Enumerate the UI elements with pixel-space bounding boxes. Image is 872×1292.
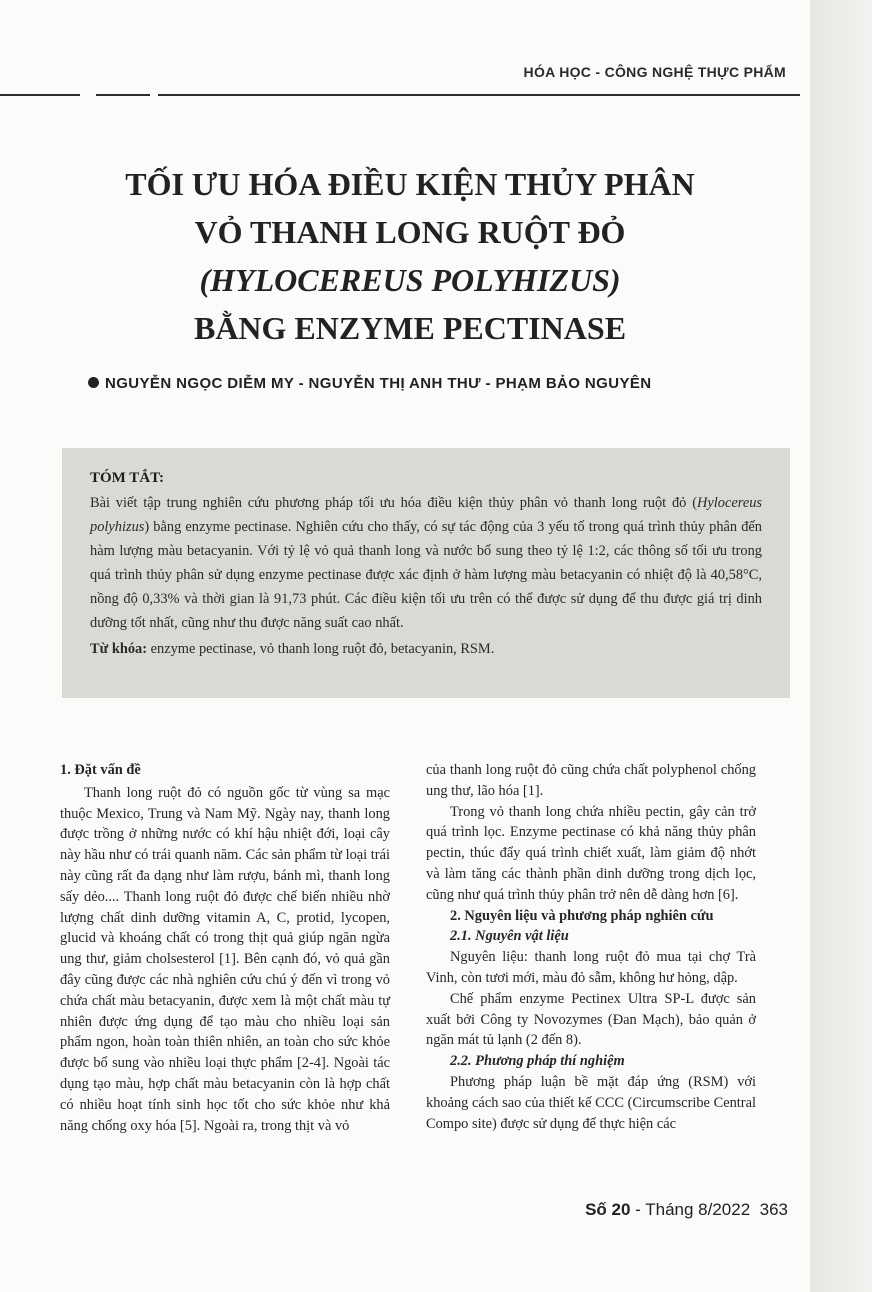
paragraph: Nguyên liệu: thanh long ruột đỏ mua tại chợ Trà Vinh, còn tươi mới, màu đỏ sẫm, không hư hỏng, dập. xyxy=(426,949,756,986)
paragraph: Chế phẩm enzyme Pectinex Ultra SP-L được sản xuất bởi Công ty Novozymes (Đan Mạch), bảo quản ở ngăn mát tủ lạnh (2 đến 8). xyxy=(426,990,756,1049)
abstract-box xyxy=(62,448,790,698)
authors-text: NGUYỄN NGỌC DIỄM MY - NGUYỄN THỊ ANH THƯ - PHẠM BẢO NGUYÊN xyxy=(105,375,652,392)
paragraph: Thanh long ruột đỏ có nguồn gốc từ vùng sa mạc thuộc Mexico, Trung và Nam Mỹ. Ngày nay, thanh long được trồng ở những nước có khí hậu nhiệt đới, loại cây này hầu như có trái quanh năm. Các sản phẩm từ loại trái này cũng rất đa dạng như làm rượu, bánh mì, thanh long sấy dẻo.... Thanh long ruột đỏ được chế biến nhiều nhờ lượng chất dinh dưỡng vitamin A, C, protid, lycopen, glucid và khoáng chất có trong thịt quả giúp ngăn ngừa ung thư, giảm cholsesterol [1]. Bên cạnh đó, vỏ quả gần đây cũng được các nhà nghiên cứu chú ý đến vì trong vỏ chứa chất màu betacyanin, được xem là một chất màu tự nhiên được ứng dụng để tạo màu cho nhiều loại sản phẩm ngon, hoàn toàn thiên nhiên, an toàn cho sức khỏe được bổ sung vào nhiều loại thực phẩm [2-4]. Ngoài tác dụng tạo màu, hợp chất màu betacyanin còn là hợp chất có nhiều hoạt tính sinh học tốt cho sức khỏe như khả năng chống oxy hóa [5]. Ngoài ra, trong thịt và vỏ xyxy=(60,784,390,1134)
issue-number: Số 20 xyxy=(585,1200,631,1219)
abstract-text xyxy=(90,491,762,635)
header-rule-gap xyxy=(150,93,158,97)
keywords-label: Từ khóa: xyxy=(90,641,148,657)
page-footer xyxy=(585,1200,788,1220)
author-list xyxy=(88,375,788,392)
header-rule xyxy=(0,94,800,96)
abstract-heading: TÓM TẮT: xyxy=(90,470,165,486)
subsection-heading: 2.1. Nguyên vật liệu xyxy=(450,928,569,945)
paragraph: Trong vỏ thanh long chứa nhiều pectin, gây cản trở quá trình lọc. Enzyme pectinase có khả năng thủy phân pectin, thúc đẩy quá trình chiết xuất, làm giảm độ nhớt và làm tăng các thành phần dinh dưỡng trong dịch lọc, cũng như quá trình thủy phân trở nên dễ dàng hơn [6]. xyxy=(426,803,756,903)
article-title xyxy=(60,160,760,352)
section-heading: 2. Nguyên liệu và phương pháp nghiên cứu xyxy=(450,907,714,924)
body-column-right xyxy=(426,760,756,1134)
abstract-scientific-name: Hylocereus polyhizus xyxy=(90,495,762,535)
paragraph: của thanh long ruột đỏ cũng chứa chất polyphenol chống ung thư, lão hóa [1]. xyxy=(426,762,756,799)
issue-month: Tháng 8/2022 xyxy=(645,1200,751,1219)
title-line: BẰNG ENZYME PECTINASE xyxy=(193,310,627,346)
abstract-text-part: Bài viết tập trung nghiên cứu phương pháp tối ưu hóa điều kiện thủy phân vỏ thanh long ruột đỏ ( xyxy=(90,495,697,511)
keywords xyxy=(90,637,762,661)
title-line-scientific-name: (HYLOCEREUS POLYHIZUS) xyxy=(199,262,621,298)
bullet-icon xyxy=(88,377,99,388)
body-column-left xyxy=(60,760,390,1136)
page-number: 363 xyxy=(759,1200,788,1219)
paragraph: Phương pháp luận bề mặt đáp ứng (RSM) với khoảng cách sao của thiết kế CCC (Circumscribe Central Compo site) được sử dụng để thực hiện các xyxy=(426,1073,756,1132)
subsection-heading: 2.2. Phương pháp thí nghiệm xyxy=(450,1053,625,1070)
abstract-text-part: ) bằng enzyme pectinase. Nghiên cứu cho thấy, có sự tác động của 3 yếu tố trong quá trình thủy phân đến hàm lượng màu betacyanin. Với tỷ lệ vỏ quả thanh long và nước bổ sung theo tỷ lệ 1:2, các thông số tối ưu trong quá trình thủy phân sử dụng enzyme pectinase được xác định ở hàm lượng màu betacyanin có nhiệt độ là 40,58°C, nồng độ 0,33% và thời gian là 91,73 phút. Các điều kiện tối ưu trên có thể được sử dụng để thu được giá trị dinh dưỡng tốt nhất, cũng như thu được năng suất cao nhất. xyxy=(90,519,762,631)
section-header: HÓA HỌC - CÔNG NGHỆ THỰC PHẨM xyxy=(523,64,786,80)
section-heading: 1. Đặt vấn đề xyxy=(60,762,141,778)
title-line: VỎ THANH LONG RUỘT ĐỎ xyxy=(194,214,626,250)
title-line: TỐI ƯU HÓA ĐIỀU KIỆN THỦY PHÂN xyxy=(125,166,695,202)
header-rule-gap xyxy=(80,93,96,97)
footer-separator: - xyxy=(630,1200,646,1219)
page-edge-shadow xyxy=(810,0,872,1292)
keywords-text: enzyme pectinase, vỏ thanh long ruột đỏ, betacyanin, RSM. xyxy=(147,641,495,657)
